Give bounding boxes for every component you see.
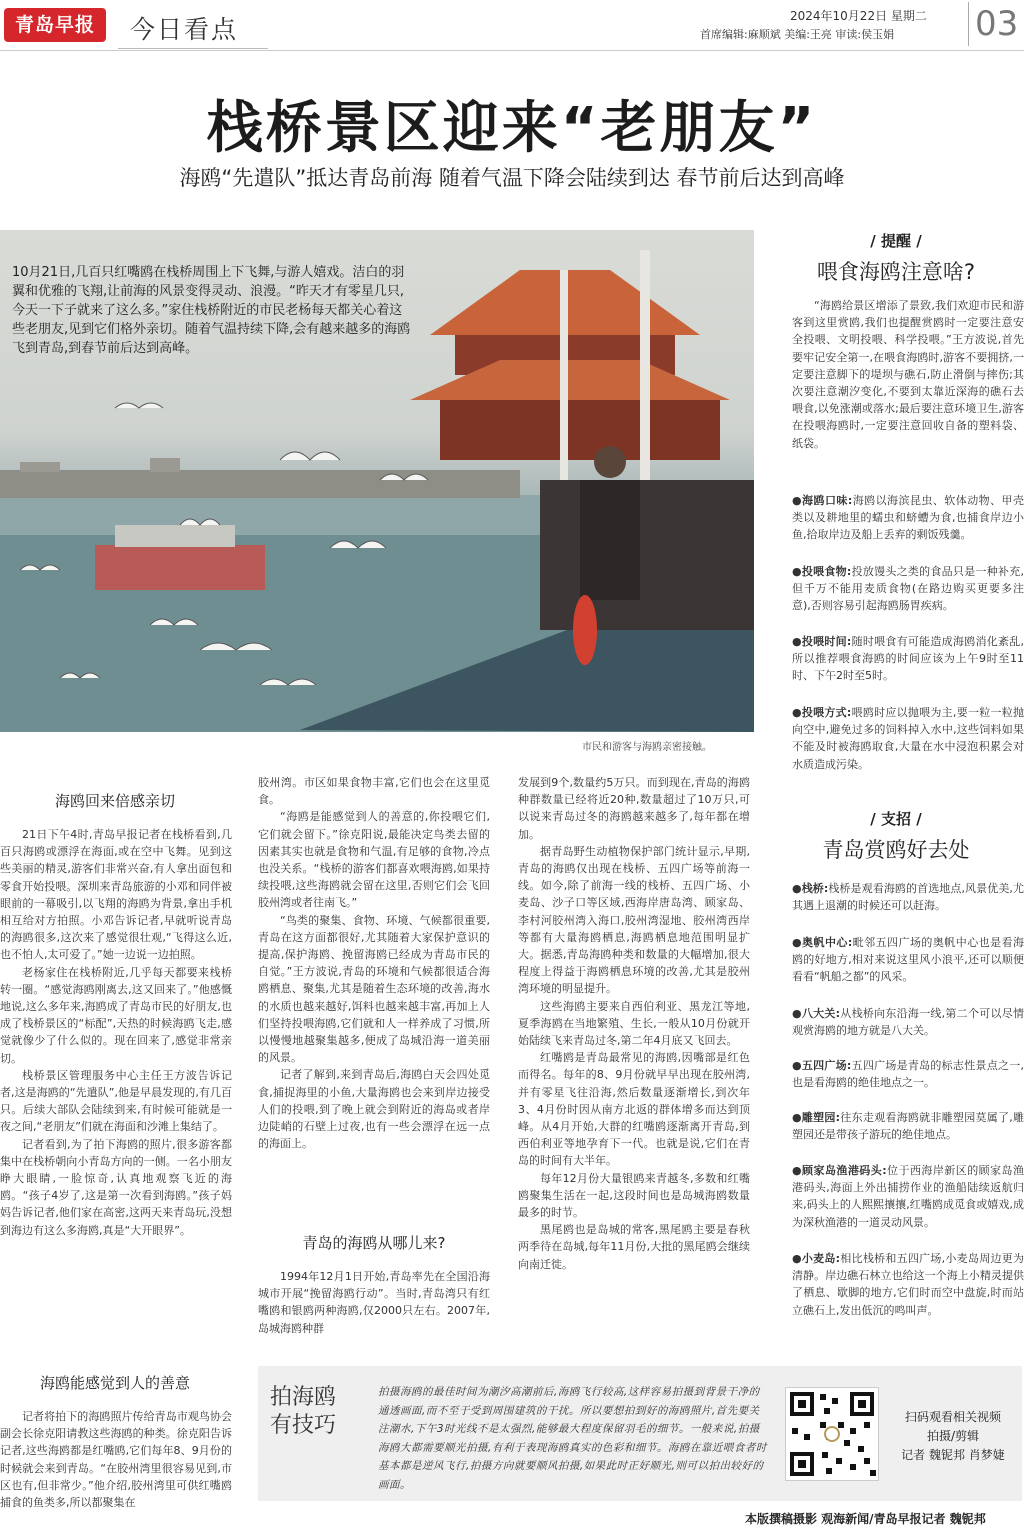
article-column-2 xyxy=(258,774,490,1152)
spot-label: ●雕塑园: xyxy=(792,1111,841,1124)
section-title: 今日看点 xyxy=(130,15,239,44)
tip-title: 拍海鸥有技巧 xyxy=(270,1385,337,1438)
article-column-2-end xyxy=(258,1268,490,1337)
feeding-tip-label: ●投喂食物: xyxy=(792,565,852,578)
article-paragraph: “鸟类的聚集、食物、环境、气候都很重要,青岛在这方面都很好,尤其随着大家保护意识的提高,保护海鸥、挽留海鸥已经成为青岛市民的自觉。”王方波说,青岛的环境和气候都很适合海鸥栖息、聚集,尤其是随着生态环境的改善,海水的水质也越来越好,饵料也越来越丰富,再加上人们坚持投喂海鸥,它们就和人一样养成了习惯,所以慢慢地越聚集越多,便成了岛城沿海一道美丽的风景。 xyxy=(258,913,490,1065)
spot-label: ●五四广场: xyxy=(792,1059,852,1072)
feeding-tip-label: ●投喂时间: xyxy=(792,635,852,648)
article-subhead: 海鸥能感觉到人的善意 xyxy=(39,1374,190,1392)
issue-date: 2024年10月22日 星期二 xyxy=(790,9,927,23)
spot-label: ●八大关: xyxy=(792,1007,841,1020)
article-paragraph: 栈桥景区管理服务中心主任王方波告诉记者,这是海鸥的“先遣队”,他是早晨发现的,有几百只。后续大部队会陆续到来,有时候可能就是一夜之间,“老朋友”们就在海面和沙滩上集结了。 xyxy=(0,1068,232,1134)
page-number: 03 xyxy=(968,2,1018,46)
feeding-tip-text: 投放馒头之类的食品只是一种补充,但千万不能用麦质食物(在路边购买更要多注意),否则容易引起海鸥肠胃疾病。 xyxy=(792,565,1024,613)
sidebar-tag-reminder: / 提醒 / xyxy=(870,232,922,250)
spot-item xyxy=(792,1005,1024,1039)
article-paragraph: 发展到9个,数量约5万只。而到现在,青岛的海鸥种群数量已经将近20种,数量超过了10万只,可以说来青岛过冬的海鸥越来越多了,每年都在增加。 xyxy=(518,776,750,841)
spot-item xyxy=(792,1250,1024,1319)
photo-caption: 10月21日,几百只红嘴鸥在栈桥周围上下飞舞,与游人嬉戏。洁白的羽翼和优雅的飞翔,让前海的风景变得灵动、浪漫。“昨天才有零星几只,今天一下子就来了这么多。”家住栈桥附近的市民老杨每天都关心着这些老朋友,见到它们格外亲切。随着气温持续下降,会有越来越多的海鸥飞到青岛,到春节前后达到高峰。 xyxy=(12,265,411,356)
spot-item xyxy=(792,1162,1024,1231)
header-divider xyxy=(0,50,1024,51)
article-paragraph: 据青岛野生动植物保护部门统计显示,早期,青岛的海鸥仅出现在栈桥、五四广场等前海一线。如今,除了前海一线的栈桥、五四广场、小麦岛、沙子口等区域,西海岸唐岛湾、顾家岛、李村河胶州湾入海口,胶州湾湿地、胶州湾西岸等都有大量海鸥栖息,海鸥栖息地范围明显扩大。据悉,青岛海鸥种类和数量的大幅增加,很大程度上得益于海鸥栖息环境的改善,尤其是胶州湾环境的明显提升。 xyxy=(518,844,750,996)
article-paragraph: 这些海鸥主要来自西伯利亚、黑龙江等地,夏季海鸥在当地繁殖、生长,一般从10月份就开始陆续飞来青岛过冬,第二年4月底又飞回去。 xyxy=(518,999,750,1048)
feeding-tip-text: 海鸥以海滨昆虫、软体动物、甲壳类以及耕地里的蠕虫和蛴螬为食,也捕食岸边小鱼,拾取岸边及船上丢弃的剩饭残羹。 xyxy=(792,494,1024,542)
sidebar-title-feeding: 喂食海鸥注意啥? xyxy=(816,260,976,284)
article-paragraph: “海鸥是能感觉到人的善意的,你投喂它们,它们就会留下。”徐克阳说,最能决定鸟类去留的因素其实也就是食物和气温,有足够的食物,冷点也没关系。“栈桥的游客们都喜欢喂海鸥,如果持续投喂,这些海鸥就会留在这里,否则它们会飞回胶州湾或者往南飞。” xyxy=(258,810,490,910)
editor-credits: 首席编辑:麻顺斌 美编:王亮 审读:侯玉娟 xyxy=(700,28,895,41)
feeding-tip-item xyxy=(792,492,1024,544)
main-headline: 栈桥景区迎来“老朋友” xyxy=(206,96,818,161)
newspaper-logo: 青岛早报 xyxy=(4,8,106,42)
sidebar-title-spots: 青岛赏鸥好去处 xyxy=(822,838,970,862)
article-paragraph: 21日下午4时,青岛早报记者在栈桥看到,几百只海鸥或漂浮在海面,或在空中飞舞。见到这些美丽的精灵,游客们非常兴奋,有人拿出面包和零食开始投喂。深圳来青岛旅游的小邓和同伴被眼前的一幕吸引,以飞翔的海鸥为背景,拿出手机相互给对方拍照。小邓告诉记者,早就听说青岛的海鸥很多,这次来了感觉很壮观,“飞得这么近,也不怕人,太可爱了。”她一边说一边拍照。 xyxy=(0,828,232,962)
spot-text: 毗邻五四广场的奥帆中心也是看海鸥的好地方,相对来说这里风小浪平,还可以顺便看看“帆船之都”的风采。 xyxy=(792,936,1024,984)
spot-text: 往东走观看海鸥就非雕塑园莫属了,雕塑园还是带孩子游玩的绝佳地点。 xyxy=(792,1111,1024,1142)
article-paragraph: 记者了解到,来到青岛后,海鸥白天会四处觅食,捕捉海里的小鱼,大量海鸥也会来到岸边接受人们的投喂,到了晚上就会到附近的海岛或者岸边陡峭的石壁上过夜,也有一些会漂浮在远一点的海面上。 xyxy=(258,1068,490,1151)
spot-label: ●栈桥: xyxy=(792,882,829,895)
photo-credit: 市民和游客与海鸥亲密接触。 xyxy=(582,742,712,753)
qr-caption-line: 记者 魏铌邦 肖梦婕 xyxy=(901,1448,1005,1462)
spot-text: 位于西海岸新区的顾家岛渔港码头,海面上外出捕捞作业的渔船陆续返航归来,码头上的人熙熙攘攘,红嘴鸥成觅食或嬉戏,成为深秋渔港的一道灵动风景。 xyxy=(792,1164,1024,1229)
article-column-1 xyxy=(0,826,232,1239)
qr-code-icon xyxy=(786,1388,878,1480)
footer-credit: 本版撰稿摄影 观海新闻/青岛早报记者 魏铌邦 xyxy=(745,1512,986,1526)
article-subhead: 海鸥回来倍感亲切 xyxy=(54,792,175,810)
article-paragraph: 记者将拍下的海鸥照片传给青岛市观鸟协会副会长徐克阳请教这些海鸥的种类。徐克阳告诉记者,这些海鸥都是红嘴鸥,它们每年8、9月份的时候就会来到青岛。“在胶州湾里很容易见到,市区也有,但非常少。”他介绍,胶州湾里可供红嘴鸥捕食的鱼类多,所以都聚集在 xyxy=(0,1410,232,1510)
feeding-tip-item xyxy=(792,563,1024,615)
spot-item xyxy=(792,1109,1024,1143)
spot-label: ●奥帆中心: xyxy=(792,936,853,949)
article-paragraph: 胶州湾。市区如果食物丰富,它们也会在这里觅食。 xyxy=(258,776,490,807)
article-paragraph: 记者看到,为了拍下海鸥的照片,很多游客都集中在栈桥朝向小青岛方向的一侧。一名小朋友睁大眼睛,一脸惊奇,认真地观察飞近的海鸥。“孩子4岁了,这是第一次看到海鸥。”孩子妈妈告诉记者,他们家在高密,这两天来青岛玩,没想到海边有这么多海鸥,真是“大开眼界”。 xyxy=(0,1137,232,1237)
tip-body: 拍摄海鸥的最佳时间为潮汐高潮前后,海鸥飞行较高,这样容易拍摄到背景干净的通透画面,而不至于受到周围建筑的干扰。所以要想拍到好的海鸥照片,首先要关注潮水,下午3时光线不是太强烈,能够最大程度保留羽毛的细节。一般来说,拍摄海鸥大都需要顺光拍摄,有利于表现海鸥真实的色彩和细节。海鸥在靠近喂食者时基本都是逆风飞行,拍摄方向就要顺风拍摄,如果此时正好顺光,则可以拍出较好的画面。 xyxy=(378,1386,767,1491)
feeding-tip-text: 随时喂食有可能造成海鸥消化紊乱,所以推荐喂食海鸥的时间应该为上午9时至11时、下午2时至5时。 xyxy=(792,635,1024,683)
qr-caption xyxy=(888,1408,1018,1465)
article-paragraph: 红嘴鸥是青岛最常见的海鸥,因嘴部是红色而得名。每年的8、9月份就早早出现在胶州湾,并有零星飞往沿海,然后数量逐渐增长,到次年3、4月份时因从南方北返的群体增多而达到顶峰。从4月开始,大群的红嘴鸥逐渐离开青岛,到西伯利亚等地孕育下一代。也就是说,它们在青岛的时间有大半年。 xyxy=(518,1051,750,1168)
spot-text: 相比栈桥和五四广场,小麦岛周边更为清静。岸边礁石林立也给这一个海上小精灵提供了栖息、歇脚的地方,它们时而空中盘旋,时而站立礁石上,发出低沉的鸣叫声。 xyxy=(792,1252,1024,1317)
spot-text: 五四广场是青岛的标志性景点之一,也是看海鸥的绝佳地点之一。 xyxy=(792,1059,1024,1090)
qr-caption-line: 拍摄/剪辑 xyxy=(926,1429,980,1443)
feeding-tip-item xyxy=(792,633,1024,685)
spot-item xyxy=(792,1057,1024,1091)
article-paragraph: 老杨家住在栈桥附近,几乎每天都要来栈桥转一圈。“感觉海鸥刚离去,这又回来了。”他感慨地说,这么多年来,海鸥成了青岛市民的好朋友,也成了栈桥景区的“标配”,天热的时候海鸥飞走,感觉就像少了什么似的。现在回来了,感觉非常亲切。 xyxy=(0,965,232,1065)
spot-label: ●顾家岛渔港码头: xyxy=(792,1164,887,1177)
spot-item xyxy=(792,880,1024,914)
article-paragraph: 黑尾鸥也是岛城的常客,黑尾鸥主要是春秋两季待在岛城,每年11月份,大批的黑尾鸥会继续向南迁徙。 xyxy=(518,1223,750,1271)
feeding-tip-label: ●投喂方式: xyxy=(792,706,852,719)
article-subhead: 青岛的海鸥从哪儿来? xyxy=(302,1234,446,1252)
spot-text: 从栈桥向东沿海一线,第二个可以尽情观赏海鸥的地方就是八大关。 xyxy=(792,1007,1024,1038)
article-column-1-end xyxy=(0,1408,232,1528)
feeding-tip-text: 喂鸥时应以抛喂为主,要一粒一粒抛向空中,避免过多的饲料掉入水中,这些饲料如果不能及时被海鸥取食,大量在水中浸泡积累会对水质造成污染。 xyxy=(792,706,1024,771)
article-paragraph: 每年12月份大量银鸥来青越冬,多数和红嘴鸥聚集生活在一起,这段时间也是岛城海鸥数量最多的时节。 xyxy=(518,1171,750,1220)
sub-headline: 海鸥“先遣队”抵达青岛前海 随着气温下降会陆续到达 春节前后达到高峰 xyxy=(179,166,845,190)
qr-caption-line: 扫码观看相关视频 xyxy=(904,1410,1001,1424)
spot-label: ●小麦岛: xyxy=(792,1252,841,1265)
feeding-tip-item xyxy=(792,704,1024,773)
spot-item xyxy=(792,934,1024,986)
sidebar-tag-tips: / 支招 / xyxy=(870,810,922,828)
feeding-tip-label: ●海鸥口味: xyxy=(792,494,853,507)
article-column-3 xyxy=(518,774,750,1273)
spot-text: 栈桥是观看海鸥的首选地点,风景优美,尤其遇上退潮的时候还可以赶海。 xyxy=(792,882,1024,913)
qr-code[interactable] xyxy=(785,1387,879,1481)
article-paragraph: 1994年12月1日开始,青岛率先在全国沿海城市开展“挽留海鸥行动”。当时,青岛湾只有红嘴鸥和银鸥两种海鸥,仅2000只左右。2007年,岛城海鸥种群 xyxy=(258,1270,490,1335)
sidebar-feeding-intro: “海鸥给景区增添了景致,我们欢迎市民和游客到这里赏鸥,我们也提醒赏鸥时一定要注意安全投喂、文明投喂、科学投喂。”王方波说,首先要牢记安全第一,在喂食海鸥时,游客不要拥挤,一定要注意脚下的堤坝与礁石,防止滑倒与摔伤;其次要注意潮汐变化,不要到太靠近深海的礁石去喂食,以免涨潮或落水;最后要注意环境卫生,游客在投喂海鸥时,一定要注意回收自备的塑料袋、纸袋。 xyxy=(792,299,1024,450)
